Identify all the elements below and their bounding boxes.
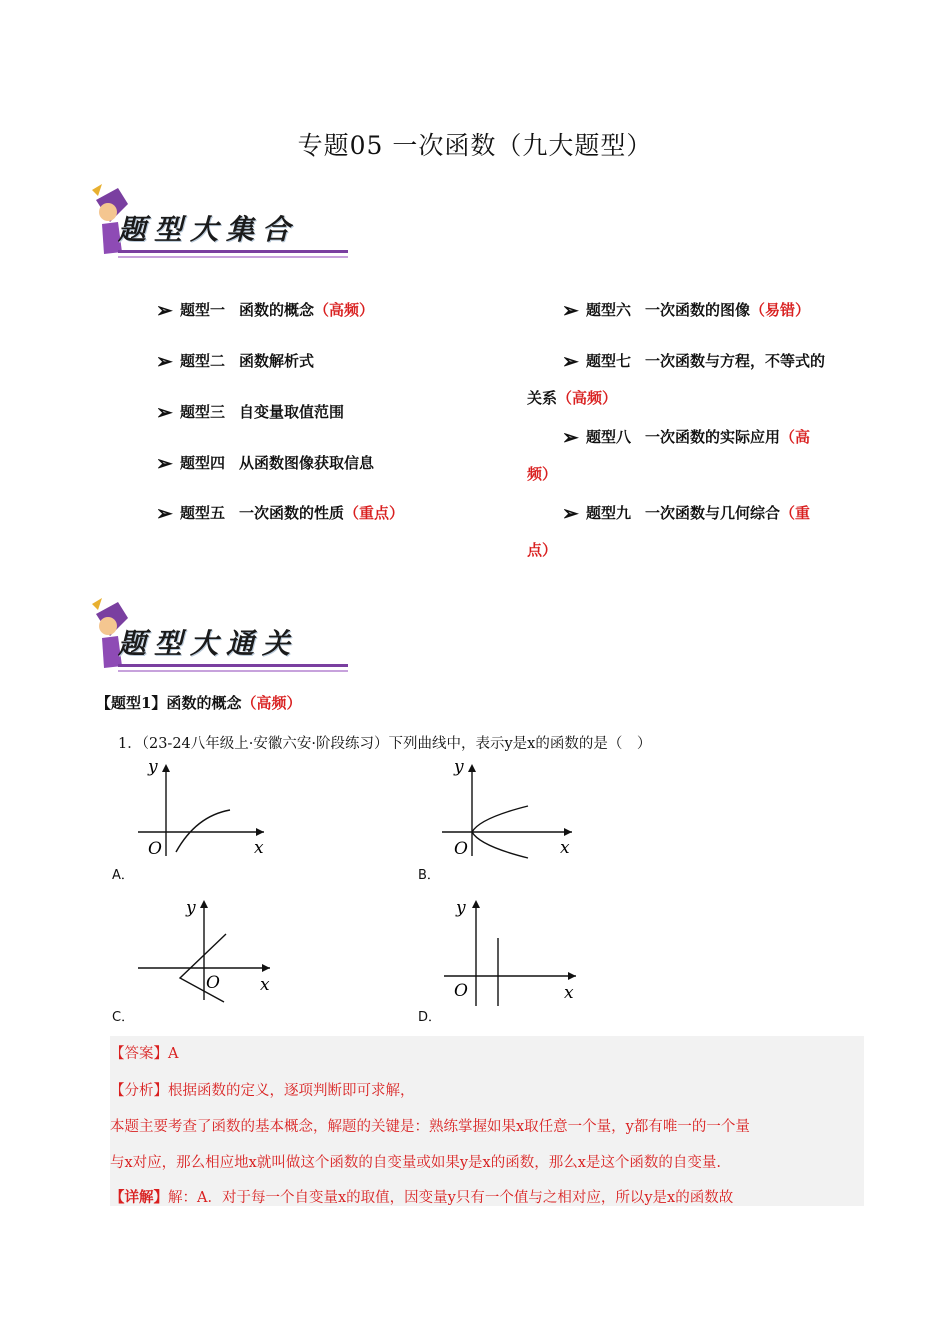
origin-label: O: [454, 839, 468, 859]
x-axis-label: x: [560, 838, 570, 858]
page-title: 专题05 一次函数（九大题型）: [297, 131, 653, 160]
option-d-graph[interactable]: [440, 896, 585, 1006]
banner-type-collection: [88, 182, 358, 262]
toc-item-4[interactable]: ➢ 题型四 从函数图像获取信息: [156, 451, 375, 475]
answer-box: [110, 1036, 864, 1206]
origin-label: O: [206, 973, 220, 993]
toc-item-9[interactable]: ➢ 题型九 一次函数与几何综合（重: [562, 501, 811, 525]
banner-title: 题型大通关: [118, 627, 299, 660]
toc-item-8[interactable]: ➢ 题型八 一次函数的实际应用（高: [562, 425, 811, 449]
arrow-right-icon: ➢: [562, 349, 579, 373]
graph-b-svg: [440, 760, 580, 860]
banner-type-practice: [88, 596, 358, 676]
analysis-line: 【分析】根据函数的定义，逐项判断即可求解，: [110, 1083, 415, 1099]
y-axis-label: y: [456, 898, 466, 918]
option-b-graph[interactable]: [440, 760, 580, 860]
toc-item-5[interactable]: ➢ 题型五 一次函数的性质（重点）: [156, 501, 405, 525]
detail-line: 【详解】解：A．对于每一个自变量x的取值，因变量y只有一个值与之相对应，所以y是x的函数故: [110, 1189, 734, 1206]
arrow-right-icon: ➢: [562, 501, 579, 525]
toc-item-2[interactable]: ➢ 题型二 函数解析式: [156, 349, 315, 373]
option-d-label[interactable]: D．: [418, 1010, 442, 1025]
arrow-right-icon: ➢: [562, 425, 579, 449]
option-c-graph[interactable]: [136, 896, 281, 1006]
arrow-right-icon: ➢: [156, 451, 173, 475]
toc-item-1[interactable]: ➢ 题型一 函数的概念（高频）: [156, 298, 375, 322]
y-axis-label: y: [148, 760, 158, 777]
arrow-right-icon: ➢: [156, 501, 173, 525]
toc-item-7[interactable]: ➢ 题型七 一次函数与方程，不等式的: [562, 349, 826, 373]
graph-d-svg: [440, 896, 585, 1006]
analysis-text-2: 与x对应，那么相应地x就叫做这个函数的自变量或如果y是x的函数，那么x是这个函数的自变量.: [110, 1155, 722, 1171]
toc-item-3[interactable]: ➢ 题型三 自变量取值范围: [156, 400, 345, 424]
curve: [176, 810, 230, 852]
y-axis-label: y: [454, 760, 464, 777]
origin-label: O: [454, 981, 468, 1001]
answer-line: 【答案】A: [110, 1046, 179, 1062]
analysis-text-1: 本题主要考查了函数的基本概念，解题的关键是：熟练掌握如果x取任意一个量，y都有唯一的一个量: [110, 1119, 750, 1135]
question-text: 1．（23-24八年级上·安徽六安·阶段练习）下列曲线中，表示y是x的函数的是（ ）: [118, 736, 652, 752]
section-heading: 【题型1】函数的概念（高频）: [96, 694, 302, 712]
x-axis-label: x: [254, 838, 264, 858]
toc-item-9-cont: 点）: [527, 541, 558, 559]
x-axis-label: x: [564, 983, 574, 1003]
option-c-label[interactable]: C．: [112, 1010, 135, 1025]
toc-item-7-cont: 关系（高频）: [527, 389, 618, 407]
arrow-right-icon: ➢: [562, 298, 579, 322]
x-axis-label: x: [260, 975, 270, 995]
toc-item-6[interactable]: ➢ 题型六 一次函数的图像（易错）: [562, 298, 811, 322]
option-b-label[interactable]: B．: [418, 868, 440, 883]
option-a-label[interactable]: A．: [112, 868, 134, 883]
origin-label: O: [148, 839, 162, 859]
banner-title: 题型大集合: [118, 213, 299, 246]
graph-c-svg: [136, 896, 281, 1006]
arrow-right-icon: ➢: [156, 349, 173, 373]
arrow-right-icon: ➢: [156, 298, 173, 322]
toc-item-8-cont: 频）: [527, 465, 558, 483]
y-axis-label: y: [186, 898, 196, 918]
option-a-graph[interactable]: [136, 760, 276, 860]
graph-a-svg: [136, 760, 276, 860]
arrow-right-icon: ➢: [156, 400, 173, 424]
